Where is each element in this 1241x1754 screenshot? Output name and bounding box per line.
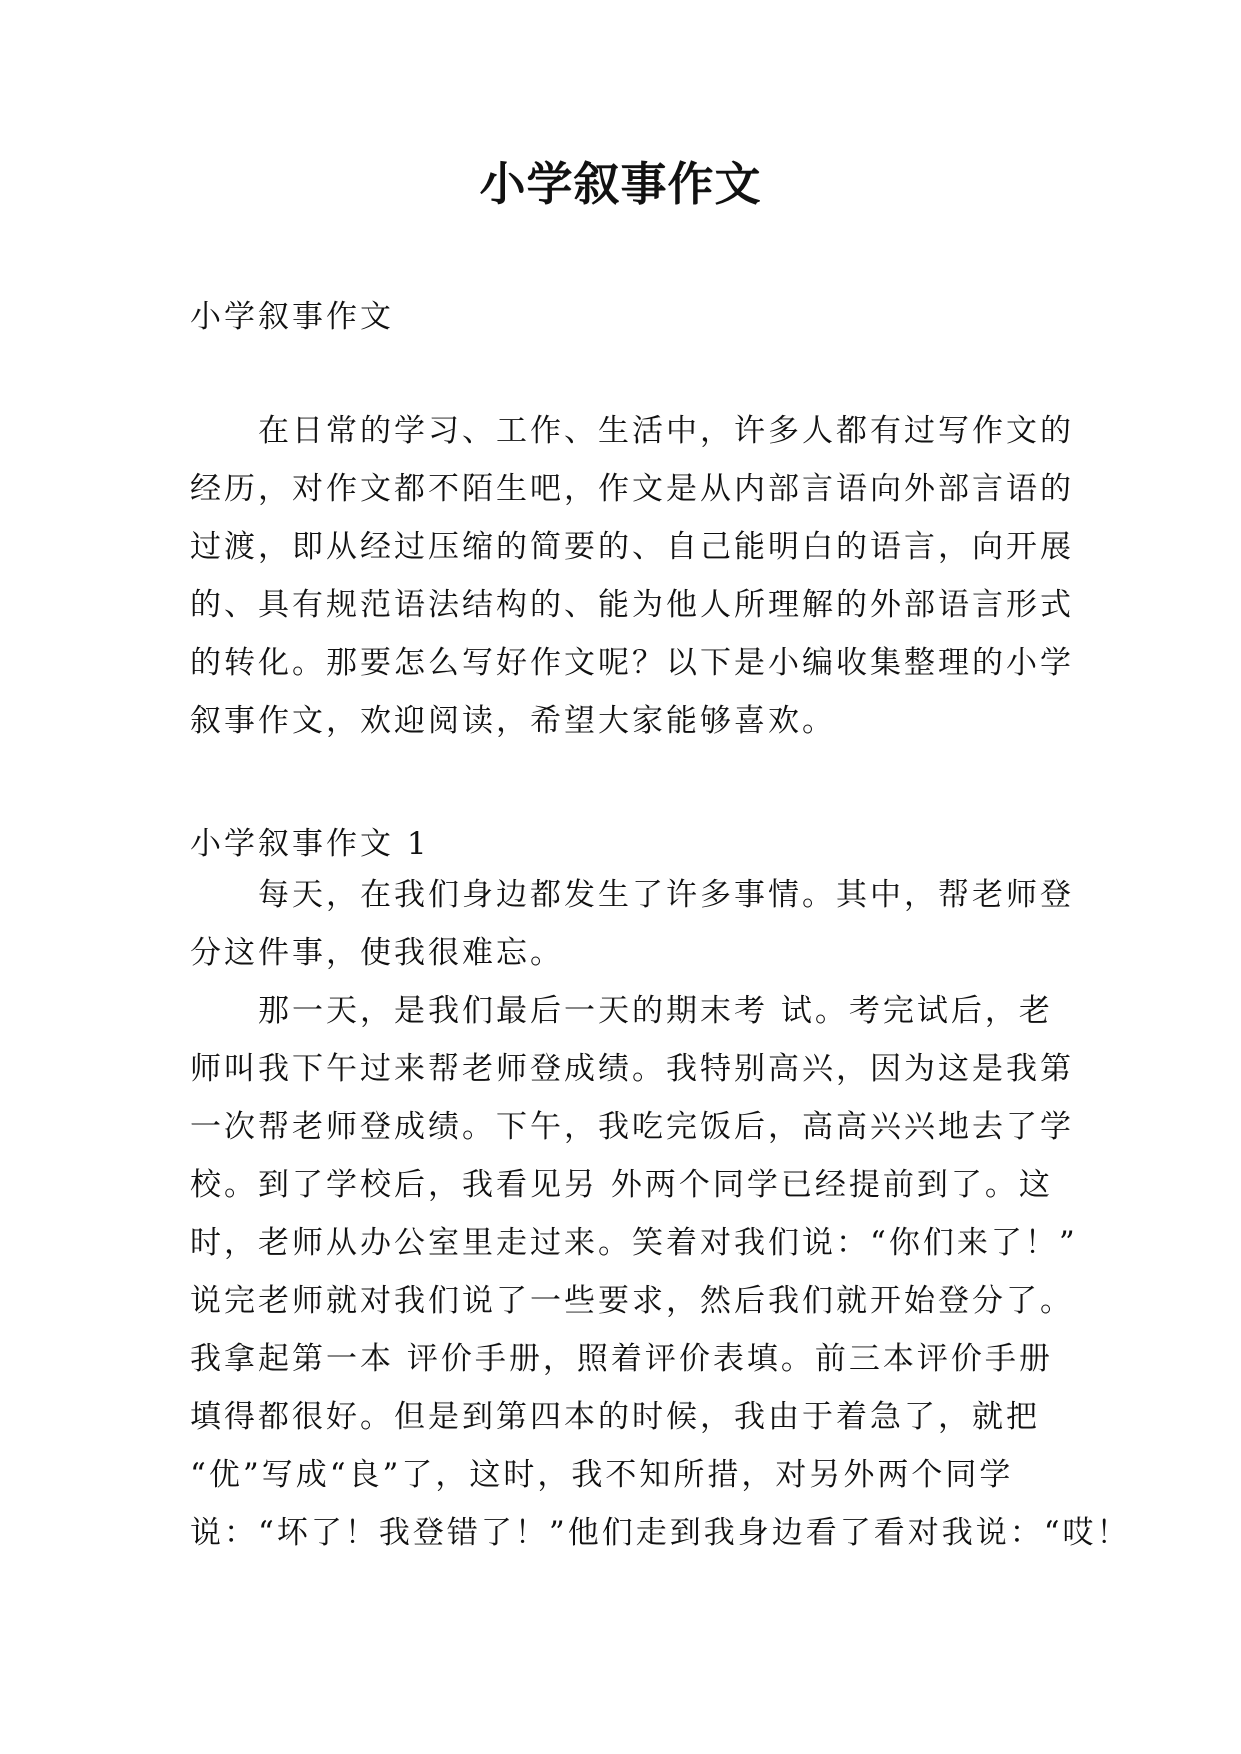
paragraph-line: 的转化。那要怎么写好作文呢？以下是小编收集整理的小学 bbox=[190, 645, 1074, 681]
paragraph-line: 时，老师从办公室里走过来。笑着对我们说：“你们来了！” bbox=[190, 1225, 1078, 1261]
paragraph-line: 的、具有规范语法结构的、能为他人所理解的外部语言形式 bbox=[190, 587, 1074, 623]
paragraph-line: 过渡，即从经过压缩的简要的、自己能明白的语言，向开展 bbox=[190, 529, 1074, 565]
paragraph-line: 一次帮老师登成绩。下午，我吃完饭后，高高兴兴地去了学 bbox=[190, 1109, 1074, 1145]
paragraph-line: 我拿起第一本 评价手册，照着评价表填。前三本评价手册 bbox=[190, 1341, 1053, 1377]
paragraph-line: 填得都很好。但是到第四本的时候，我由于着急了，就把 bbox=[190, 1399, 1040, 1435]
paragraph-line: 每天，在我们身边都发生了许多事情。其中，帮老师登 bbox=[258, 877, 1074, 913]
document-title: 小学叙事作文 bbox=[479, 157, 762, 211]
paragraph-line: 经历，对作文都不陌生吧，作文是从内部言语向外部言语的 bbox=[190, 471, 1074, 507]
paragraph-line: “优”写成“良”了，这时，我不知所措，对另外两个同学 bbox=[190, 1457, 1014, 1493]
paragraph-line: 那一天，是我们最后一天的期末考 试。考完试后，老 bbox=[258, 993, 1053, 1029]
paragraph-line: 师叫我下午过来帮老师登成绩。我特别高兴，因为这是我第 bbox=[190, 1051, 1074, 1087]
document-subtitle bbox=[190, 288, 1050, 346]
paragraph-line: 在日常的学习、工作、生活中，许多人都有过写作文的 bbox=[258, 413, 1074, 449]
story-body bbox=[190, 866, 1131, 1562]
paragraph-line: 说：“坏了！我登错了！”他们走到我身边看了看对我说：“哎！ bbox=[190, 1515, 1131, 1551]
section-heading bbox=[190, 815, 1050, 873]
paragraph-line: 校。到了学校后，我看见另 外两个同学已经提前到了。这 bbox=[190, 1167, 1053, 1203]
paragraph-line: 叙事作文，欢迎阅读，希望大家能够喜欢。 bbox=[190, 703, 836, 739]
intro-paragraph bbox=[190, 402, 1074, 750]
section-heading-text: 小学叙事作文 1 bbox=[190, 826, 430, 862]
subtitle-text: 小学叙事作文 bbox=[190, 299, 394, 335]
paragraph-line: 说完老师就对我们说了一些要求，然后我们就开始登分了。 bbox=[190, 1283, 1074, 1319]
paragraph-line: 分这件事，使我很难忘。 bbox=[190, 935, 564, 971]
